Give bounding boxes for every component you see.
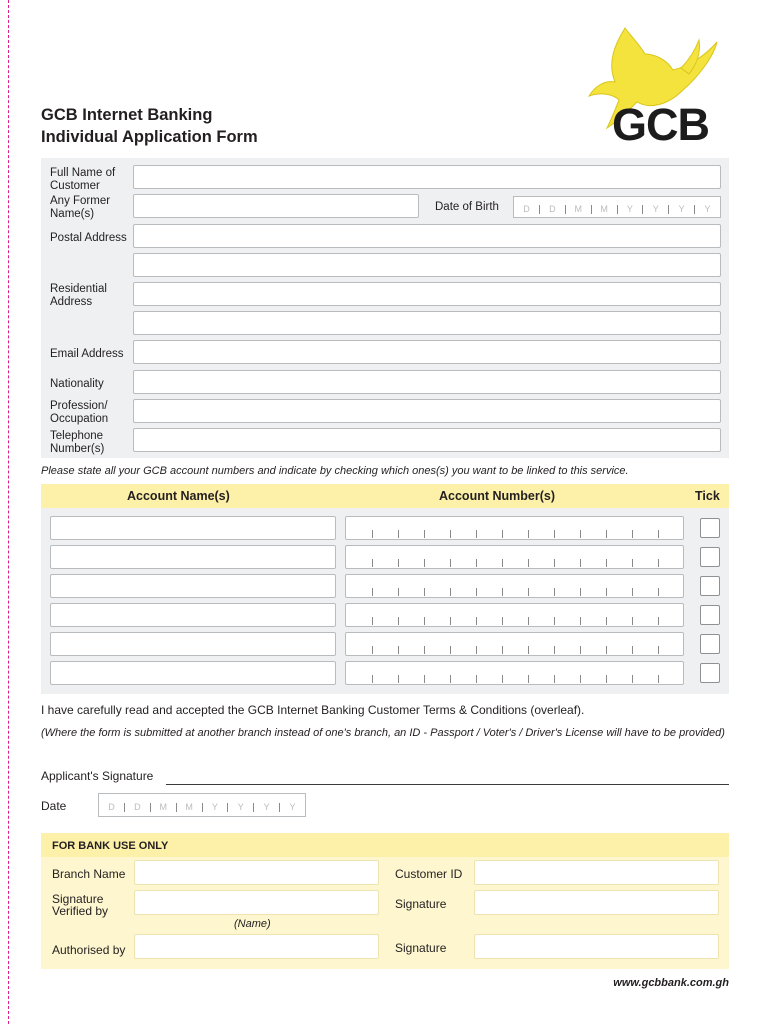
digit-separator	[658, 617, 659, 625]
digit-separator	[632, 675, 633, 683]
branch-name-field[interactable]	[134, 860, 379, 885]
digit-separator	[658, 675, 659, 683]
profession-label	[50, 400, 108, 425]
email-address-field[interactable]	[133, 340, 721, 364]
date-year-4: Y	[279, 803, 305, 812]
profession-label-line-1: Profession/	[50, 400, 108, 412]
digit-separator	[528, 646, 529, 654]
digit-separator	[398, 646, 399, 654]
account-number-field[interactable]	[345, 603, 684, 627]
digit-separator	[372, 617, 373, 625]
residential-address-field-1[interactable]	[133, 253, 721, 277]
account-number-field[interactable]	[345, 574, 684, 598]
digit-separator	[606, 588, 607, 596]
digit-separator	[476, 530, 477, 538]
digit-separator	[554, 559, 555, 567]
digit-separator	[606, 530, 607, 538]
digit-separator	[372, 588, 373, 596]
full-name-label-line-1: Full Name of	[50, 167, 116, 179]
full-name-label	[50, 167, 115, 192]
account-name-field[interactable]	[50, 516, 336, 540]
digit-separator	[632, 617, 633, 625]
bank-use-section	[41, 857, 729, 969]
account-tick-checkbox[interactable]	[700, 518, 720, 538]
digit-separator	[372, 559, 373, 567]
tick-column-header: Tick	[695, 489, 720, 503]
date-label: Date	[41, 799, 67, 813]
customer-id-label: Customer ID	[395, 867, 463, 881]
digit-separator	[476, 646, 477, 654]
residential-address-label	[50, 283, 107, 308]
telephone-label-line-2: Number(s)	[50, 442, 105, 455]
account-tick-checkbox[interactable]	[700, 634, 720, 654]
form-title-line-1: GCB Internet Banking	[41, 106, 213, 124]
account-tick-checkbox[interactable]	[700, 576, 720, 596]
digit-separator	[372, 675, 373, 683]
dob-day-2: D	[539, 205, 565, 214]
account-names-column-header: Account Name(s)	[127, 489, 230, 503]
profession-label-line-2: Occupation	[50, 412, 109, 425]
digit-separator	[554, 588, 555, 596]
signature-verified-label	[52, 893, 108, 917]
date-year-1: Y	[202, 803, 228, 812]
nationality-label: Nationality	[50, 378, 104, 390]
digit-separator	[606, 617, 607, 625]
digit-separator	[632, 559, 633, 567]
digit-separator	[606, 646, 607, 654]
digit-separator	[554, 530, 555, 538]
digit-separator	[632, 588, 633, 596]
verified-by-field[interactable]	[134, 890, 379, 915]
dob-month-2: M	[591, 205, 617, 214]
customer-details-section	[41, 158, 729, 458]
accounts-table	[41, 508, 729, 694]
branch-id-note: (Where the form is submitted at another branch instead of one's branch, an ID - Passport / Voter's / Driver's License will have to be provided)	[41, 727, 725, 739]
digit-separator	[398, 617, 399, 625]
account-number-field[interactable]	[345, 516, 684, 540]
date-of-birth-field[interactable]	[513, 196, 721, 218]
authorised-by-label: Authorised by	[52, 943, 126, 957]
website-url: www.gcbbank.com.gh	[613, 977, 729, 989]
nationality-field[interactable]	[133, 370, 721, 394]
account-tick-checkbox[interactable]	[700, 547, 720, 567]
account-name-field[interactable]	[50, 574, 336, 598]
digit-separator	[476, 559, 477, 567]
date-year-3: Y	[253, 803, 279, 812]
account-number-field[interactable]	[345, 545, 684, 569]
dob-year-4: Y	[694, 205, 720, 214]
postal-address-label: Postal Address	[50, 232, 127, 244]
accounts-table-header	[41, 484, 729, 508]
digit-separator	[424, 646, 425, 654]
former-names-label-line-1: Any Former	[50, 195, 111, 207]
date-day-2: D	[124, 803, 150, 812]
digit-separator	[528, 617, 529, 625]
account-tick-checkbox[interactable]	[700, 663, 720, 683]
digit-separator	[424, 530, 425, 538]
signature-verified-label-line-1: Signature	[52, 892, 104, 906]
dob-month-1: M	[565, 205, 591, 214]
digit-separator	[372, 646, 373, 654]
digit-separator	[424, 588, 425, 596]
name-caption: (Name)	[234, 918, 271, 930]
date-month-2: M	[176, 803, 202, 812]
telephone-label-line-1: Telephone	[50, 430, 104, 442]
digit-separator	[450, 588, 451, 596]
digit-separator	[450, 675, 451, 683]
signature-verified-label-line-2: Verified by	[52, 904, 109, 918]
digit-separator	[398, 588, 399, 596]
account-numbers-column-header: Account Number(s)	[439, 489, 555, 503]
digit-separator	[554, 646, 555, 654]
digit-separator	[450, 559, 451, 567]
dob-day-1: D	[523, 204, 530, 214]
profession-field[interactable]	[133, 399, 721, 423]
telephone-field[interactable]	[133, 428, 721, 452]
account-name-field[interactable]	[50, 603, 336, 627]
digit-separator	[528, 588, 529, 596]
dob-year-3: Y	[668, 205, 694, 214]
digit-separator	[502, 617, 503, 625]
digit-separator	[580, 675, 581, 683]
applicant-signature-line[interactable]	[166, 784, 729, 785]
former-names-field[interactable]	[133, 194, 419, 218]
digit-separator	[658, 588, 659, 596]
dob-year-1: Y	[617, 205, 643, 214]
digit-separator	[476, 588, 477, 596]
residential-address-field-2[interactable]	[133, 282, 721, 306]
digit-separator	[372, 530, 373, 538]
digit-separator	[658, 559, 659, 567]
digit-separator	[580, 530, 581, 538]
applicant-signature-label: Applicant's Signature	[41, 769, 154, 783]
digit-separator	[632, 646, 633, 654]
digit-separator	[554, 675, 555, 683]
digit-separator	[398, 530, 399, 538]
application-date-field[interactable]	[98, 793, 306, 817]
full-name-field[interactable]	[133, 165, 721, 189]
digit-separator	[398, 559, 399, 567]
digit-separator	[502, 559, 503, 567]
cut-line	[8, 0, 9, 1024]
gcb-logo-text: GCB	[612, 99, 709, 150]
digit-separator	[450, 646, 451, 654]
former-names-label	[50, 195, 110, 220]
authoriser-signature-label: Signature	[395, 941, 447, 955]
former-names-label-line-2: Name(s)	[50, 207, 95, 220]
digit-separator	[554, 617, 555, 625]
digit-separator	[450, 530, 451, 538]
postal-address-field[interactable]	[133, 224, 721, 248]
digit-separator	[528, 675, 529, 683]
digit-separator	[502, 530, 503, 538]
account-number-field[interactable]	[345, 632, 684, 656]
date-day-1: D	[108, 802, 115, 812]
terms-acceptance-statement: I have carefully read and accepted the GCB Internet Banking Customer Terms & Conditions (overleaf).	[41, 703, 585, 717]
authorised-by-field[interactable]	[134, 934, 379, 959]
form-title-line-2: Individual Application Form	[41, 128, 258, 146]
digit-separator	[580, 559, 581, 567]
digit-separator	[632, 530, 633, 538]
digit-separator	[424, 617, 425, 625]
account-tick-checkbox[interactable]	[700, 605, 720, 625]
digit-separator	[580, 588, 581, 596]
residential-address-label-line-2: Address	[50, 295, 93, 308]
digit-separator	[424, 559, 425, 567]
full-name-label-line-2: Customer	[50, 179, 100, 192]
accounts-instruction: Please state all your GCB account numbers and indicate by checking which ones(s) you want to be linked to this service.	[41, 465, 629, 477]
digit-separator	[398, 675, 399, 683]
branch-name-label: Branch Name	[52, 867, 126, 881]
date-month-1: M	[150, 803, 176, 812]
account-name-field[interactable]	[50, 661, 336, 685]
date-of-birth-label: Date of Birth	[435, 201, 499, 213]
bank-use-header: FOR BANK USE ONLY	[41, 833, 729, 857]
digit-separator	[658, 646, 659, 654]
form-title	[41, 104, 258, 148]
digit-separator	[476, 617, 477, 625]
authoriser-signature-field[interactable]	[474, 934, 719, 959]
email-address-label: Email Address	[50, 348, 124, 360]
digit-separator	[424, 675, 425, 683]
customer-id-field[interactable]	[474, 860, 719, 885]
residential-address-field-3[interactable]	[133, 311, 721, 335]
digit-separator	[502, 675, 503, 683]
dob-year-2: Y	[642, 205, 668, 214]
account-name-field[interactable]	[50, 545, 336, 569]
digit-separator	[450, 617, 451, 625]
digit-separator	[476, 675, 477, 683]
digit-separator	[658, 530, 659, 538]
digit-separator	[528, 530, 529, 538]
digit-separator	[502, 646, 503, 654]
digit-separator	[580, 646, 581, 654]
digit-separator	[606, 559, 607, 567]
telephone-label	[50, 430, 104, 455]
account-name-field[interactable]	[50, 632, 336, 656]
residential-address-label-line-1: Residential	[50, 283, 107, 295]
date-year-2: Y	[227, 803, 253, 812]
digit-separator	[528, 559, 529, 567]
digit-separator	[502, 588, 503, 596]
digit-separator	[580, 617, 581, 625]
account-number-field[interactable]	[345, 661, 684, 685]
verifier-signature-field[interactable]	[474, 890, 719, 915]
digit-separator	[606, 675, 607, 683]
signature-label: Signature	[395, 897, 447, 911]
